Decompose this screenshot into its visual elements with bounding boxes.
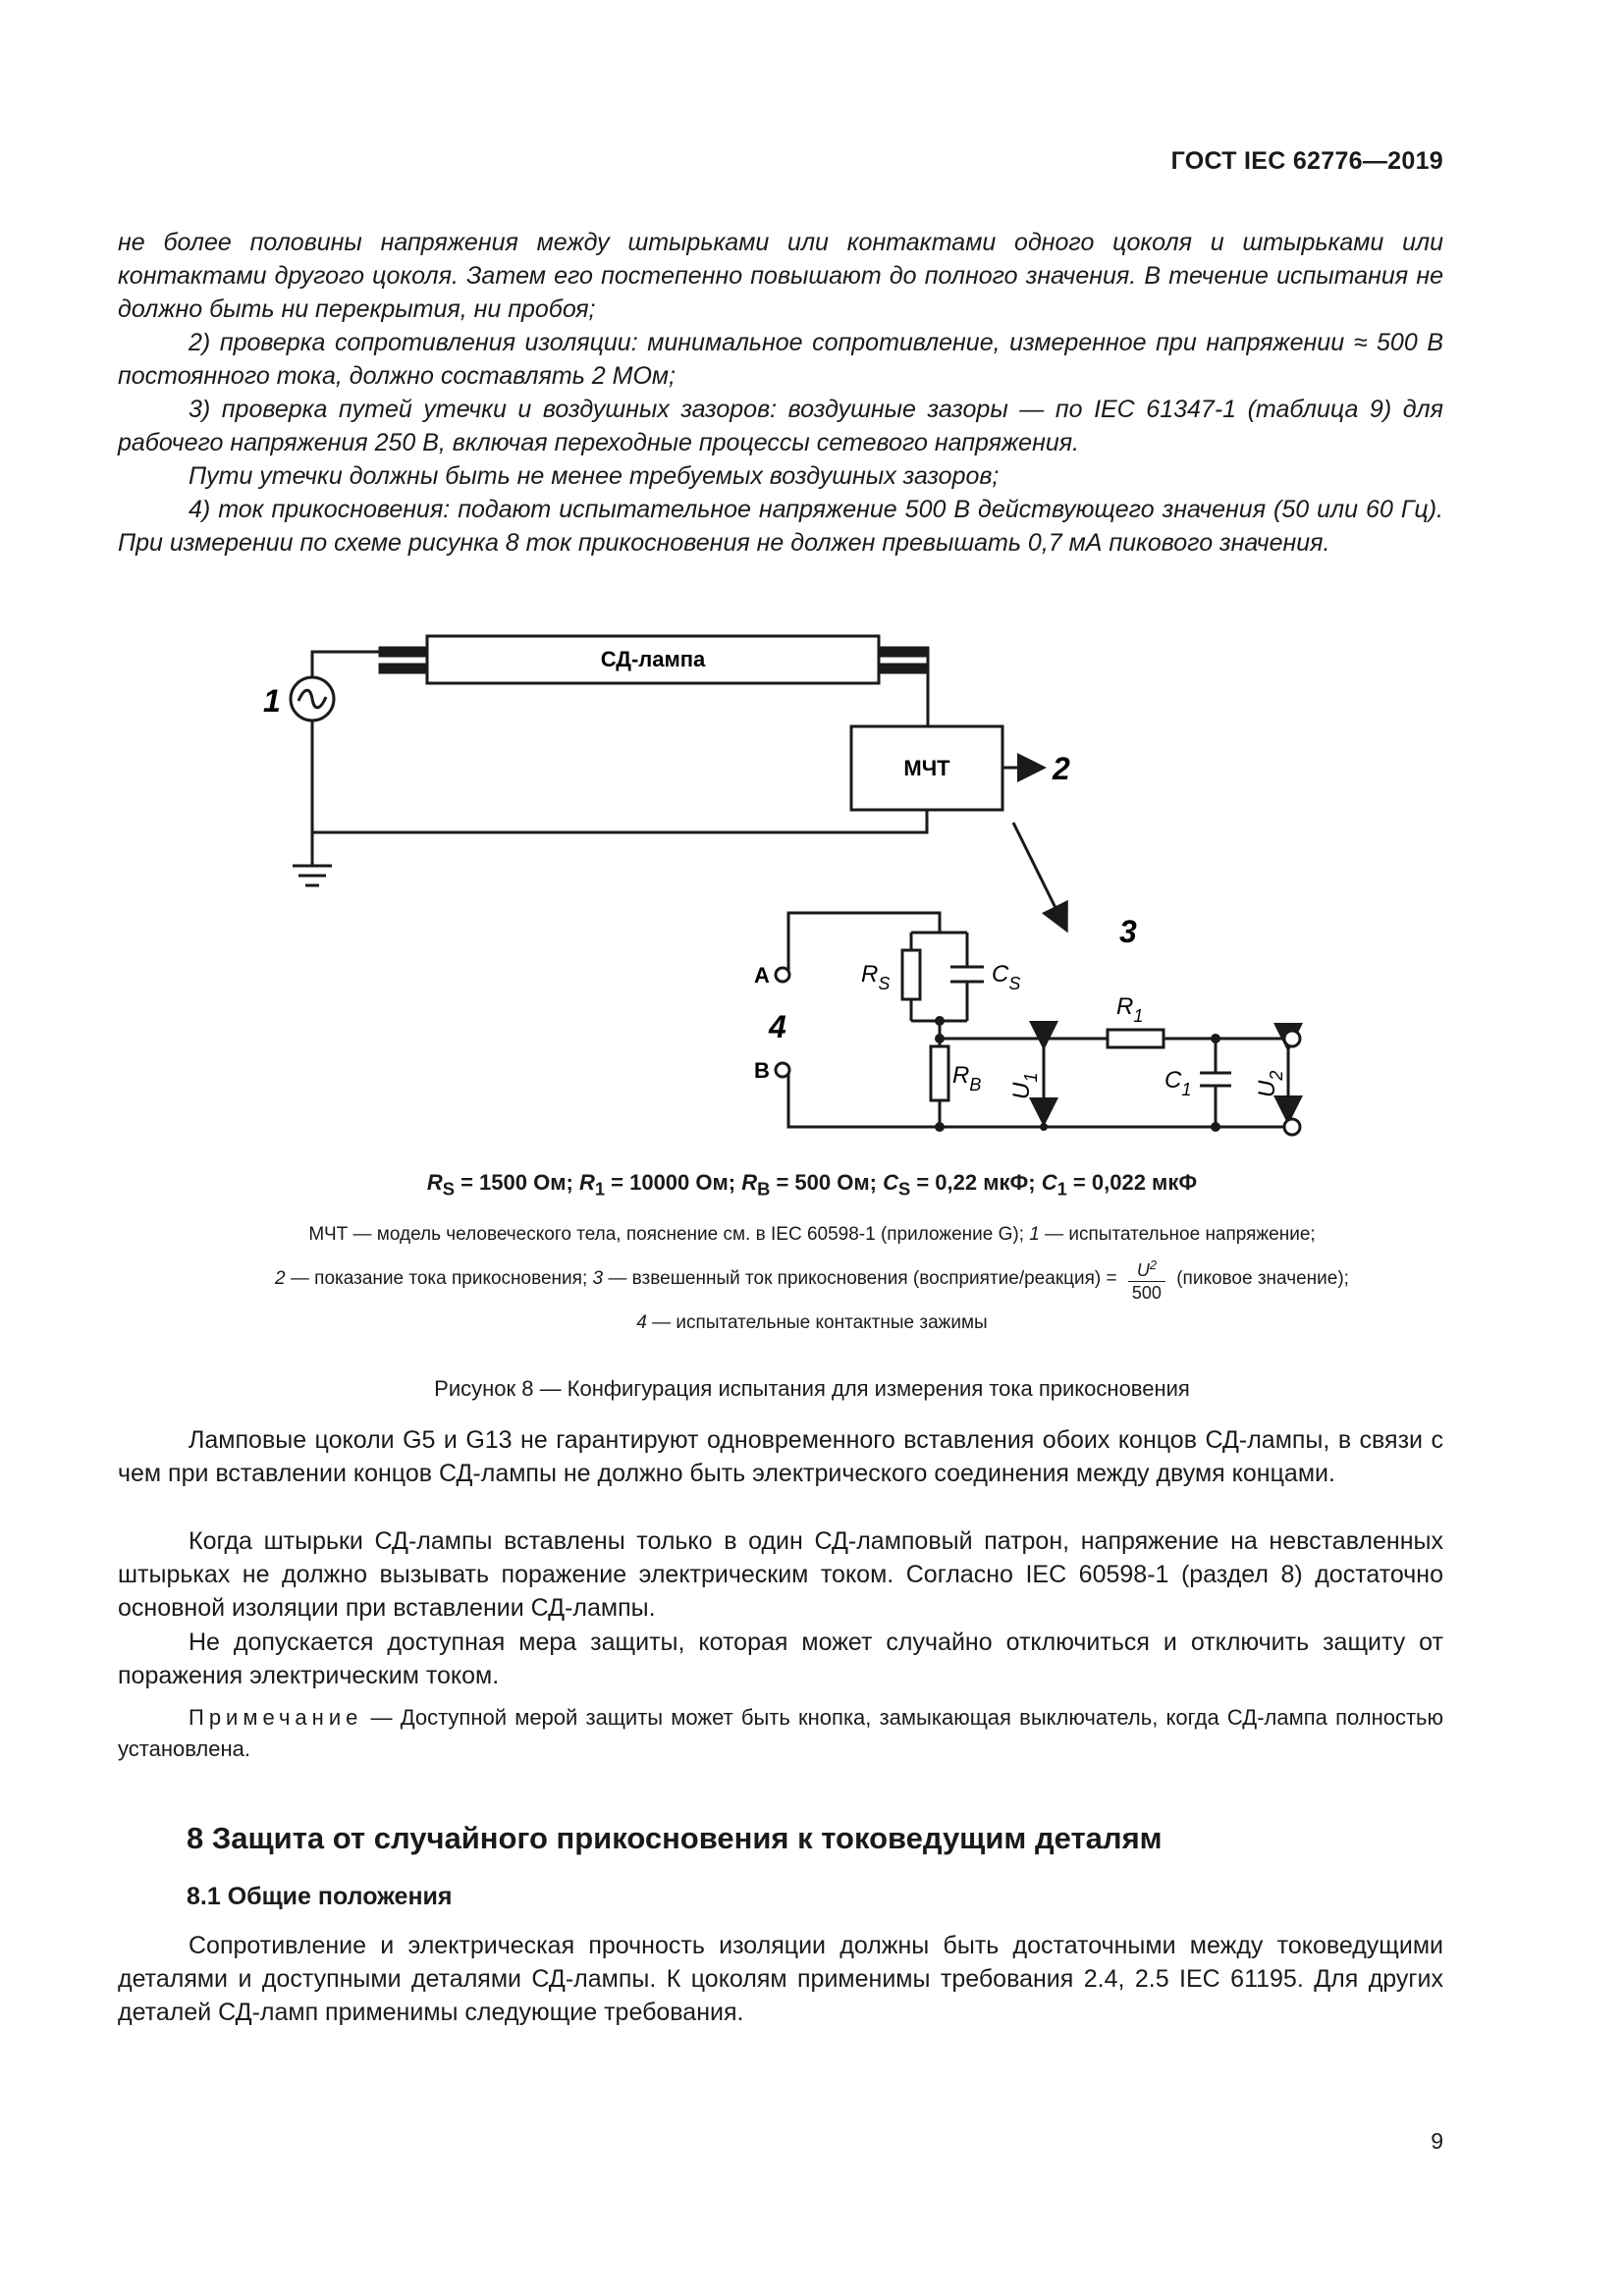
paragraph-continuation: не более половины напряжения между штырьками или контактами одного цоколя и штырьками или контактами другого цоколя. Затем его постепенно повышают до полного значения. В течение испытания не должно быть ни перекрытия, ни пробоя; <box>118 229 1443 323</box>
paragraph-creepage-note: Пути утечки должны быть не менее требуемых воздушных зазоров; <box>189 462 1000 490</box>
callout-4: 4 <box>769 1009 786 1044</box>
figure-8-circuit-diagram <box>0 609 1624 1198</box>
callout-2: 2 <box>1053 751 1070 786</box>
paragraph-creepage: 3) проверка путей утечки и воздушных зазоров: воздушные зазоры — по IEC 61347-1 (таблица 9) для рабочего напряжения 250 В, включая переходные процессы сетевого напряжения. <box>118 396 1443 456</box>
page-number: 9 <box>1431 2128 1443 2154</box>
rs-label: $R_S$ <box>861 961 891 993</box>
note-label: Примечание <box>189 1705 363 1730</box>
paragraph-lamp-caps: Ламповые цоколи G5 и G13 не гарантируют одновременного вставления обоих концов СД-лампы, в связи с чем при вставлении концов СД-лампы не должно быть электрического соединения между двумя концами. <box>118 1426 1443 1487</box>
cs-label: $C_S$ <box>992 961 1021 993</box>
component-values: $R_S = 1500$ Ом; $R_1 = 10000$ Ом; $R_B = 500$ Ом; $C_S = 0,22$ мкФ; $C_1 = 0,022$ мкФ <box>426 1170 1198 1200</box>
mct-label: МЧТ <box>903 756 950 780</box>
figure-legend-line-2: 2 — показание тока прикосновения; 3 — взвешенный ток прикосновения (восприятие/реакция) = $\frac{U^2}{500}$ (пиковое значение); <box>0 1255 1624 1304</box>
resistor-rs <box>902 950 920 999</box>
junction-dot <box>935 1122 945 1132</box>
resistor-rb <box>931 1046 948 1100</box>
figure-legend-line-1: МЧТ — модель человеческого тела, пояснение см. в IEC 60598-1 (приложение G); 1 — испытательное напряжение; <box>308 1224 1316 1245</box>
junction-dot <box>1211 1034 1220 1043</box>
paragraph-insulation-requirements: Сопротивление и электрическая прочность изоляции должны быть достаточными между токоведущими деталями и доступными деталями СД-лампы. К цоколям применимы требования 2.4, 2.5 IEC 61195. Для других деталей СД-ламп применимы следующие требования. <box>118 1932 1443 2026</box>
output-terminal-top <box>1284 1031 1300 1046</box>
output-terminal-bottom <box>1284 1119 1300 1135</box>
weighted-current-fraction: $\frac{U^2}{500}$ <box>1128 1255 1165 1304</box>
section-heading: 8 Защита от случайного прикосновения к токоведущим деталям <box>187 1821 1163 1855</box>
terminal-b <box>776 1063 789 1077</box>
junction-dot <box>1211 1122 1220 1132</box>
terminal-a <box>776 968 789 982</box>
callout-1: 1 <box>263 683 281 719</box>
terminal-b-label: B <box>754 1058 770 1083</box>
junction-dot <box>1040 1035 1048 1042</box>
figure-legend-line-3: 4 — испытательные контактные зажимы <box>636 1312 988 1333</box>
u2-label: $U_2$ <box>1254 1070 1286 1097</box>
terminal-a-label: A <box>754 963 770 988</box>
resistor-r1 <box>1108 1030 1164 1047</box>
junction-dot <box>935 1016 945 1026</box>
callout-3: 3 <box>1119 914 1137 949</box>
lamp-label: СД-лампа <box>600 647 706 671</box>
subsection-heading: 8.1 Общие положения <box>187 1883 453 1910</box>
paragraph-single-holder: Когда штырьки СД-лампы вставлены только в один СД-ламповый патрон, напряжение на невставленных штырьках не должно вызывать поражение электрическим током. Согласно IEC 60598-1 (раздел 8) достаточно основной изоляции при вставлении СД-лампы. <box>118 1527 1443 1622</box>
note: Примечание — Доступной мерой защиты может быть кнопка, замыкающая выключатель, когда СД-лампа полностью установлена. <box>118 1705 1443 1761</box>
paragraph-insulation-resistance: 2) проверка сопротивления изоляции: минимальное сопротивление, измеренное при напряжении ≈ 500 В постоянного тока, должно составлять 2 МОм; <box>118 329 1443 390</box>
c1-label: $C_1$ <box>1164 1067 1192 1099</box>
document-header: ГОСТ IEC 62776—2019 <box>1170 147 1443 175</box>
junction-dot <box>1040 1123 1048 1131</box>
paragraph-protection-measure: Не допускается доступная мера защиты, которая может случайно отключиться и отключить защиту от поражения электрическим током. <box>118 1629 1443 1689</box>
paragraph-touch-current: 4) ток прикосновения: подают испытательное напряжение 500 В действующего значения (50 или 60 Гц). При измерении по схеме рисунка 8 ток прикосновения не должен превышать 0,7 мА пикового значения. <box>118 496 1443 557</box>
u1-label: $U_1$ <box>1008 1072 1041 1099</box>
r1-label: $R_1$ <box>1116 993 1144 1026</box>
junction-dot <box>935 1034 945 1043</box>
rb-label: $R_B$ <box>952 1062 982 1095</box>
figure-caption: Рисунок 8 — Конфигурация испытания для измерения тока прикосновения <box>434 1376 1190 1401</box>
